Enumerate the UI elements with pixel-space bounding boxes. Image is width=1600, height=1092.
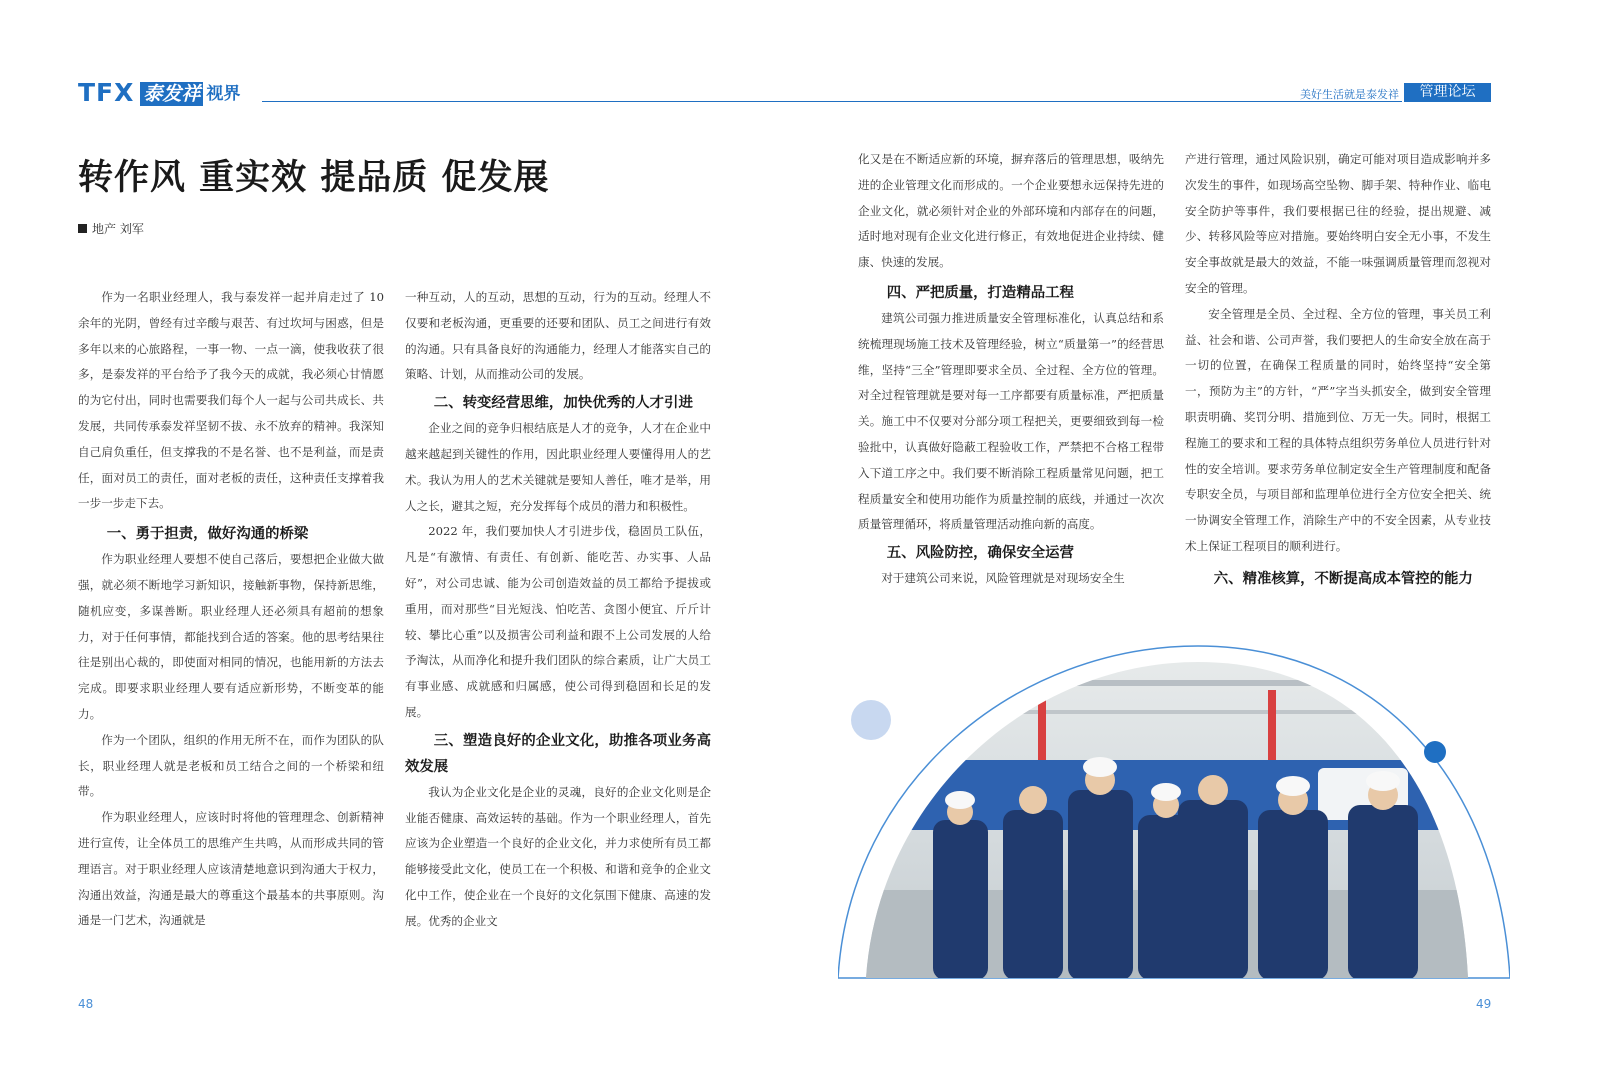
section-badge: 管理论坛 [1404,83,1491,102]
section-heading-2: 二、转变经营思维，加快优秀的人才引进 [433,395,693,412]
site-inspection-photo [838,640,1510,980]
header-rule [262,101,1402,102]
section-heading-5: 五、风险防控，确保安全运营 [886,545,1074,562]
paragraph: 作为一个团队，组织的作用无所不在，而作为团队的队长，职业经理人就是老板和员工结合之间的一个桥梁和纽带。 [78,732,384,799]
paragraph: 2022 年，我们要加快人才引进步伐，稳固员工队伍，凡是“有激情、有责任、有创新、能吃苦、办实事、人品好”，对公司忠诚、能为公司创造效益的员工都给予提拔或重用，而对那些“目光短浅、怕吃苦、贪图小便宜、斤斤计较、攀比心重”以及损害公司利益和跟不上公司发展的人给予淘汰，从而净化和提升我们团队的综合素质，让广大员工有事业感、成就感和归属感，使公司得到稳固和长足的发展。 [405,524,711,719]
section-heading-6: 六、精准核算，不断提高成本管控的能力 [1213,570,1473,587]
paragraph: 企业之间的竞争归根结底是人才的竞争，人才在企业中越来越起到关键性的作用，因此职业经理人要懂得用人的艺术。我认为用人的艺术关键就是要知人善任，唯才是举，用人之长，避其之短，充分发挥每个成员的潜力和积极性。 [405,421,711,513]
paragraph: 化又是在不断适应新的环境，摒弃落后的管理思想，吸纳先进的企业管理文化而形成的。一个企业要想永远保持先进的企业文化，就必须针对企业的外部环境和内部存在的问题，适时地对现有企业文化进行修正，有效地促进企业持续、健康、快速的发展。 [858,152,1164,270]
byline-square-icon [78,224,87,233]
article-byline [78,220,144,237]
section-heading-4: 四、严把质量，打造精品工程 [886,284,1074,301]
page-number-right: 49 [1476,997,1492,1011]
magazine-logo [78,80,240,106]
paragraph: 建筑公司强力推进质量安全管理标准化，认真总结和系统梳理现场施工技术及管理经验，树立“质量第一”的经营思维，坚持“三全”管理即要求全员、全过程、全方位的管理。对全过程管理就是要对每一工序都要有质量标准，严把质量关。施工中不仅要对分部分项工程把关，更要细致到每一检验批中，认真做好隐蔽工程验收工作，严禁把不合格工程带入下道工序之中。我们要不断消除工程质量常见问题，把工程质量安全和使用功能作为质量控制的底线，并通过一次次质量管理循环，将质量管理活动推向新的高度。 [858,310,1164,532]
paragraph: 作为职业经理人要想不使自己落后，要想把企业做大做强，就必须不断地学习新知识，接触新事物，保持新思维，随机应变，多谋善断。职业经理人还必须具有超前的想象力，对于任何事情，都能找到合适的答案。他的思考结果往往是别出心裁的，即使面对相同的情况，也能用新的方法去完成。即要求职业经理人要有适应新形势，不断变革的能力。 [78,552,384,721]
section-heading-1: 一、勇于担责，做好沟通的桥梁 [106,526,309,543]
page-number-left: 48 [78,997,94,1011]
text-column-4 [1185,147,1491,592]
paragraph: 安全管理是全员、全过程、全方位的管理，事关员工利益、社会和谐、公司声誉，我们要把人的生命安全放在高于一切的位置，在确保工程质量的同时，始终坚持“安全第一，预防为主”的方针，“严”字当头抓安全，做到安全管理职责明确、奖罚分明、措施到位、万无一失。同时，根据工程施工的要求和工程的具体特点组织劳务单位人员进行针对性的安全培训。要求劳务单位制定安全生产管理制度和配备专职安全员，与项目部和监理单位进行全方位安全把关、统一协调安全管理工作，消除生产中的不安全因素，从专业技术上保证工程项目的顺利进行。 [1185,306,1491,553]
paragraph: 产进行管理，通过风险识别，确定可能对项目造成影响并多次发生的事件，如现场高空坠物、脚手架、特种作业、临电安全防护等事件，我们要根据已往的经验，提出规避、减少、转移风险等应对措施。要始终明白安全无小事，不发生安全事故就是最大的效益，不能一味强调质量管理而忽视对安全的管理。 [1185,152,1491,295]
paragraph: 我认为企业文化是企业的灵魂，良好的企业文化则是企业能否健康、高效运转的基础。作为一个职业经理人，首先应该为企业塑造一个良好的企业文化，并力求使所有员工都能够接受此文化，使员工在一个积极、和谐和竞争的企业文化中工作，使企业在一个良好的文化氛围下健康、高速的发展。优秀的企业文 [405,784,711,928]
paragraph: 作为职业经理人，应该时时将他的管理理念、创新精神进行宣传，让全体员工的思维产生共鸣，从而形成共同的管理语言。对于职业经理人应该清楚地意识到沟通大于权力，沟通出效益，沟通是最大的尊重这个最基本的共事原则。沟通是一门艺术，沟通就是 [78,810,384,928]
logo-tfx-text: TFX [78,78,135,107]
text-column-1 [78,285,384,934]
section-heading-3: 三、塑造良好的企业文化，助推各项业务高效发展 [405,732,711,775]
article-title: 转作风 重实效 提品质 促发展 [78,158,550,198]
paragraph: 作为一名职业经理人，我与泰发祥一起并肩走过了 10 余年的光阴，曾经有过辛酸与艰苦、有过坎坷与困惑，但是多年以来的心旅路程，一事一物、一点一滴，使我收获了很多，是泰发祥的平台给予了我今天的成就，我必须心甘情愿的为它付出，同时也需要我们每个人一起与公司共成长、共发展，共同传承泰发祥坚韧不拔、永不放弃的精神。我深知自己肩负重任，但支撑我的不是名誉、也不是利益，而是责任，面对员工的责任，面对老板的责任，这种责任支撑着我一步一步走下去。 [78,290,384,511]
paragraph: 一种互动，人的互动，思想的互动，行为的互动。经理人不仅要和老板沟通，更重要的还要和团队、员工之间进行有效的沟通。只有具备良好的沟通能力，经理人才能落实自己的策略、计划，从而推动公司的发展。 [405,290,711,382]
logo-sub-text: 视界 [206,84,241,104]
text-column-2 [405,285,711,935]
header-slogan: 美好生活就是泰发祥 [1300,88,1399,101]
text-column-3 [858,147,1164,592]
paragraph: 对于建筑公司来说，风险管理就是对现场安全生 [881,571,1125,586]
byline-text: 地产 刘军 [92,222,144,236]
logo-brand-text: 泰发祥 [140,82,203,106]
